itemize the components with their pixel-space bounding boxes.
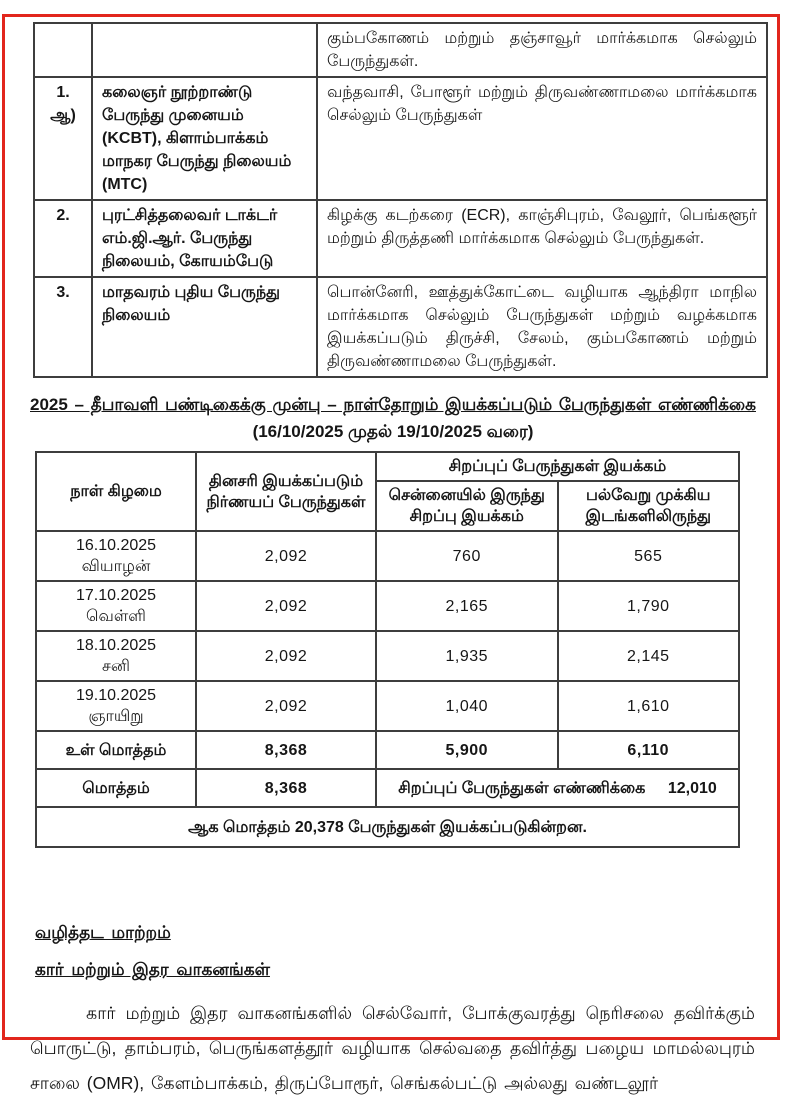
bus-count-table (35, 451, 740, 848)
routes-cell: கிழக்கு கடற்கரை (ECR), காஞ்சிபுரம், வேலூர், பெங்களூர் மற்றும் திருத்தணி மார்க்கமாக செல்லும் பேருந்துகள். (317, 200, 767, 277)
various-special-cell: 565 (558, 531, 740, 581)
special-total-cell (376, 769, 739, 807)
station-name-cell (92, 23, 317, 77)
date-day-cell (36, 531, 196, 581)
weekday-text: சனி (102, 658, 130, 675)
weekday-text: வியாழன் (81, 558, 151, 575)
row-number-cell: 3. (34, 277, 92, 377)
date-day-cell (36, 631, 196, 681)
table-row (36, 531, 739, 581)
subtotal-various: 6,110 (558, 731, 740, 769)
various-special-cell: 2,145 (558, 631, 740, 681)
row-number-line2: ஆ) (50, 107, 76, 124)
table-row (34, 277, 767, 377)
various-special-cell: 1,790 (558, 581, 740, 631)
chennai-special-cell: 1,040 (376, 681, 558, 731)
date-day-cell (36, 581, 196, 631)
total-daily: 8,368 (196, 769, 376, 807)
special-total-label: சிறப்புப் பேருந்துகள் எண்ணிக்கை (398, 779, 646, 797)
advisory-paragraph: கார் மற்றும் இதர வாகனங்களில் செல்வோர், போக்குவரத்து நெரிசலை தவிர்க்கும் பொருட்டு, தாம்பரம், பெருங்களத்தூர் வழியாக செல்வதை தவிர்த்து பழைய மாமல்லபுரம் சாலை (OMR), கேளம்பாக்கம், திருப்போரூர், செங்கல்பட்டு அல்லது வண்டலூர் (30, 1003, 755, 1093)
row-number-cell (34, 77, 92, 200)
date-text: 19.10.2025 (75, 687, 157, 704)
special-total-value: 12,010 (667, 779, 717, 797)
table-row (34, 23, 767, 77)
various-special-cell: 1,610 (558, 681, 740, 731)
table-header-row (36, 452, 739, 481)
table-row (36, 681, 739, 731)
table-row (34, 77, 767, 200)
row-number-line1: 1. (56, 84, 70, 101)
row-number-cell (34, 23, 92, 77)
daily-count-cell: 2,092 (196, 531, 376, 581)
row-number-cell: 2. (34, 200, 92, 277)
station-name-cell: மாதவரம் புதிய பேருந்து நிலையம் (92, 277, 317, 377)
chennai-special-cell: 1,935 (376, 631, 558, 681)
table-row (34, 200, 767, 277)
routes-cell: வந்தவாசி, போளூர் மற்றும் திருவண்ணாமலை மார்க்கமாக செல்லும் பேருந்துகள் (317, 77, 767, 200)
subtotal-row (36, 731, 739, 769)
subtotal-label: உள் மொத்தம் (36, 731, 196, 769)
date-day-cell (36, 681, 196, 731)
routes-cell: கும்பகோணம் மற்றும் தஞ்சாவூர் மார்க்கமாக செல்லும் பேருந்துகள். (317, 23, 767, 77)
heading-cars-other-vehicles: கார் மற்றும் இதர வாகனங்கள் (35, 960, 270, 979)
station-routing-table (33, 22, 768, 378)
daily-count-cell: 2,092 (196, 581, 376, 631)
header-from-chennai: சென்னையில் இருந்து சிறப்பு இயக்கம் (376, 481, 558, 531)
routes-cell: பொன்னேரி, ஊத்துக்கோட்டை வழியாக ஆந்திரா மாநில மார்க்கமாக செல்லும் பேருந்துகள் மற்றும் வழக்கமாக இயக்கப்படும் திருச்சி, சேலம், கும்பகோணம் மற்றும் திருவண்ணாமலை பேருந்துகள். (317, 277, 767, 377)
date-text: 17.10.2025 (75, 587, 157, 604)
daily-count-cell: 2,092 (196, 631, 376, 681)
station-name-cell: கலைஞர் நூற்றாண்டு பேருந்து முனையம் (KCBT), கிளாம்பாக்கம் மாநகர பேருந்து நிலையம் (MTC) (92, 77, 317, 200)
grand-total-text: ஆக மொத்தம் 20,378 பேருந்துகள் இயக்கப்படுகின்றன. (36, 807, 739, 847)
total-row (36, 769, 739, 807)
station-name-cell: புரட்சித்தலைவர் டாக்டர் எம்.ஜி.ஆர். பேருந்து நிலையம், கோயம்பேடு (92, 200, 317, 277)
table-row (36, 631, 739, 681)
date-text: 18.10.2025 (75, 637, 157, 654)
schedule-date-range: (16/10/2025 முதல் 19/10/2025 வரை) (252, 422, 534, 441)
chennai-special-cell: 2,165 (376, 581, 558, 631)
table-row (36, 581, 739, 631)
header-from-various: பல்வேறு முக்கிய இடங்களிலிருந்து (558, 481, 740, 531)
header-daily-buses: தினசரி இயக்கப்படும் நிர்ணயப் பேருந்துகள் (196, 452, 376, 531)
grand-total-row (36, 807, 739, 847)
total-label: மொத்தம் (36, 769, 196, 807)
weekday-text: வெள்ளி (86, 608, 146, 625)
header-special-group: சிறப்புப் பேருந்துகள் இயக்கம் (376, 452, 739, 481)
header-day: நாள் கிழமை (36, 452, 196, 531)
weekday-text: ஞாயிறு (88, 708, 144, 725)
heading-route-change: வழித்தட மாற்றம் (35, 923, 171, 942)
date-text: 16.10.2025 (75, 537, 157, 554)
subtotal-chennai: 5,900 (376, 731, 558, 769)
daily-count-cell: 2,092 (196, 681, 376, 731)
chennai-special-cell: 760 (376, 531, 558, 581)
subtotal-daily: 8,368 (196, 731, 376, 769)
schedule-title: 2025 – தீபாவளி பண்டிகைக்கு முன்பு – நாள்தோறும் இயக்கப்படும் பேருந்துகள் எண்ணிக்கை (30, 395, 756, 414)
